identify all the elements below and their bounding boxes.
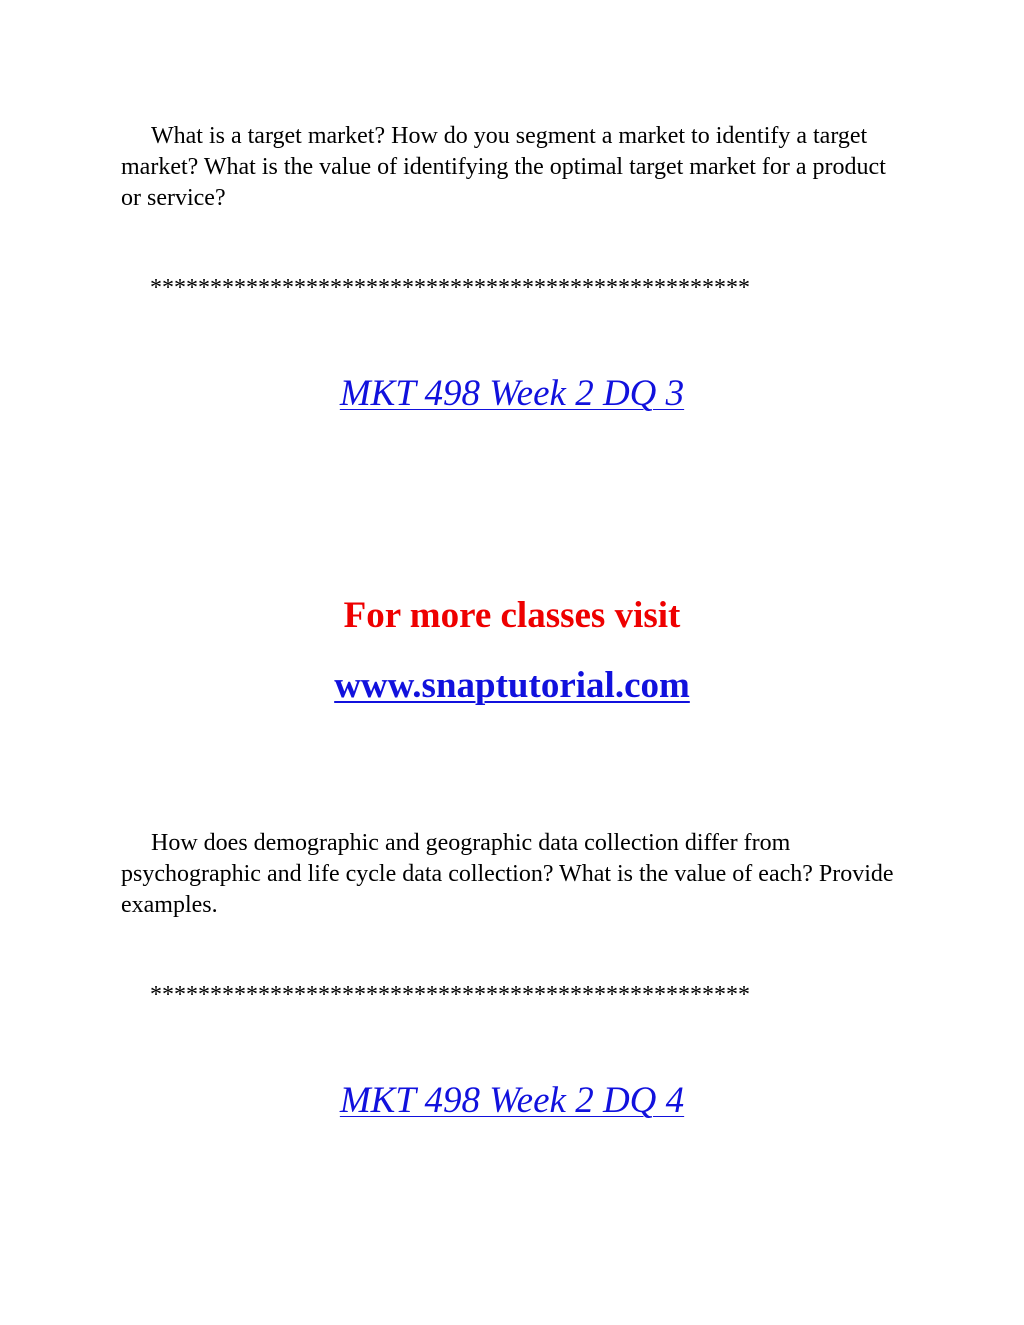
dq3-title-link[interactable]: MKT 498 Week 2 DQ 3: [339, 373, 685, 414]
dq4-title-link[interactable]: MKT 498 Week 2 DQ 4: [339, 1080, 685, 1121]
promo-text: For more classes visit: [343, 595, 681, 636]
separator-1: **************************************************: [150, 275, 750, 301]
question-target-market: What is a target market? How do you segment a market to identify a target market? What is the value of identifying the optimal target market for a product or service?: [121, 123, 886, 211]
separator-2: **************************************************: [150, 982, 750, 1008]
question-data-collection: How does demographic and geographic data collection differ from psychographic and life cycle data collection? What is the value of each? Provide examples.: [121, 830, 894, 918]
snaptutorial-link[interactable]: www.snaptutorial.com: [334, 665, 690, 706]
